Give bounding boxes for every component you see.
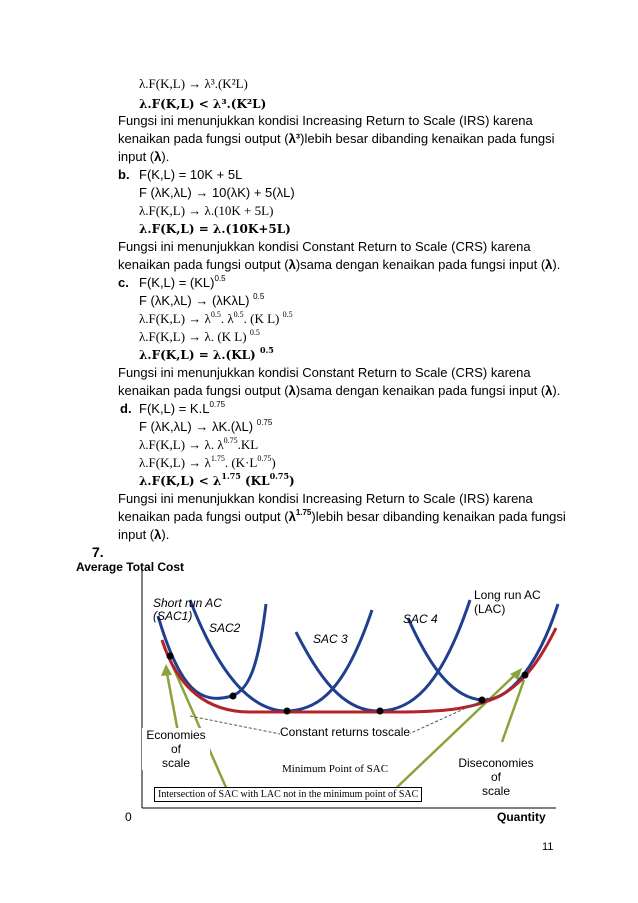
arrowhead-1 bbox=[161, 664, 172, 676]
d-step2: λ.F(K,L) → λ. $\lambda^{0.75}.KL$ bbox=[139, 436, 259, 452]
question-number: 7. bbox=[92, 544, 104, 560]
d-label: d. bbox=[120, 401, 132, 416]
min-point-label: Minimum Point of SAC bbox=[282, 763, 389, 775]
point-sac4-min bbox=[479, 697, 486, 704]
c-desc2: kenaikan pada fungsi output (λ)sama dengan kenaikan pada fungsi input (λ). bbox=[118, 383, 561, 398]
a-line1: λ.F(K,L) → λ³.(K²L) bbox=[139, 76, 248, 91]
d-desc1: Fungsi ini menunjukkan kondisi Increasing Return to Scale (IRS) karena bbox=[118, 491, 533, 506]
origin-label: 0 bbox=[125, 810, 132, 824]
arrow-diseconomies bbox=[502, 680, 524, 742]
a-result: λ.F(K,L) < λ³.(K²L) bbox=[139, 97, 267, 111]
c-result: λ.F(K,L) = λ.(KL) $^{0.5}$ bbox=[139, 345, 274, 362]
arrow-economies bbox=[166, 668, 178, 732]
b-result: λ.F(K,L) = λ.(10K+5L) bbox=[139, 222, 291, 236]
sac3-curve bbox=[296, 600, 470, 711]
point-sac1-lac bbox=[167, 653, 174, 660]
b-desc2: kenaikan pada fungsi output (λ)sama dengan kenaikan pada fungsi input (λ). bbox=[118, 257, 561, 272]
y-axis-title: Average Total Cost bbox=[76, 560, 185, 574]
d-desc2: kenaikan pada fungsi output $(\lambda^{1.75})lebih$ besar dibanding kenaikan pada fungsi bbox=[118, 508, 566, 524]
b-label: b. bbox=[118, 167, 130, 182]
d-func: $F(K,L) = K.L^{0.75}$ bbox=[139, 400, 226, 416]
b-step2: λ.F(K,L) → λ.(10K + 5L) bbox=[139, 203, 274, 218]
point-sac4-lac bbox=[522, 672, 529, 679]
intersection-label: Intersection of SAC with LAC not in the minimum point of SAC bbox=[154, 787, 422, 802]
d-result: $\lambda.F(K,L) < \lambda^{1.75}$ $(KL^{0.75})$ bbox=[139, 471, 295, 488]
c-label: c. bbox=[118, 275, 129, 290]
d-step1: F (λK,λL) → λK.(λL) $^{0.75}$ bbox=[139, 418, 273, 434]
point-sac1-min bbox=[230, 693, 237, 700]
c-step1: F (λK,λL) → (λKλL) $^{0.5}$ bbox=[139, 292, 265, 308]
arrow-min-point-left bbox=[170, 660, 228, 792]
sac2-label: SAC2 bbox=[209, 621, 241, 635]
sac1-label: Short run AC (SAC1) bbox=[153, 596, 222, 623]
economies-label: Economies of scale bbox=[142, 728, 210, 770]
point-sac2-min bbox=[284, 708, 291, 715]
lac-label: Long run AC (LAC) bbox=[474, 588, 541, 616]
crs-label: Constant returns toscale bbox=[280, 725, 411, 739]
b-step1: F (λK,λL) → 10(λK) + 5(λL) bbox=[139, 185, 295, 200]
a-desc1: Fungsi ini menunjukkan kondisi Increasing Return to Scale (IRS) karena bbox=[118, 113, 533, 128]
d-desc3: input (λ). bbox=[118, 527, 170, 542]
sac4-label: SAC 4 bbox=[403, 612, 438, 626]
c-step3: λ.F(K,L) → λ. (K L) $^{0.5}$ bbox=[139, 328, 260, 344]
sac3-label: SAC 3 bbox=[313, 632, 348, 646]
c-func: F(K,L) = (KL)$^{0.5}$ bbox=[139, 274, 226, 290]
diseconomies-label: Diseconomies of scale bbox=[454, 756, 538, 798]
d-step3: $\lambda.F(K,L) \to \lambda^{1.75}$. $(K\cdot L^{0.75})$ bbox=[139, 454, 276, 470]
point-sac3-min bbox=[377, 708, 384, 715]
b-desc1: Fungsi ini menunjukkan kondisi Constant Return to Scale (CRS) karena bbox=[118, 239, 531, 254]
a-desc3: input (λ). bbox=[118, 149, 170, 164]
a-desc2: kenaikan pada fungsi output (λ³)lebih besar dibanding kenaikan pada fungsi bbox=[118, 131, 555, 146]
c-desc1: Fungsi ini menunjukkan kondisi Constant Return to Scale (CRS) karena bbox=[118, 365, 531, 380]
page-number: 11 bbox=[542, 841, 554, 853]
x-axis-title: Quantity bbox=[497, 810, 546, 824]
c-step2: $\lambda.F(K,L) \to \lambda^{0.5}$. $\lambda^{0.5}$. (K L) $^{0.5}$ bbox=[139, 310, 293, 326]
b-func: F(K,L) = 10K + 5L bbox=[139, 167, 243, 182]
